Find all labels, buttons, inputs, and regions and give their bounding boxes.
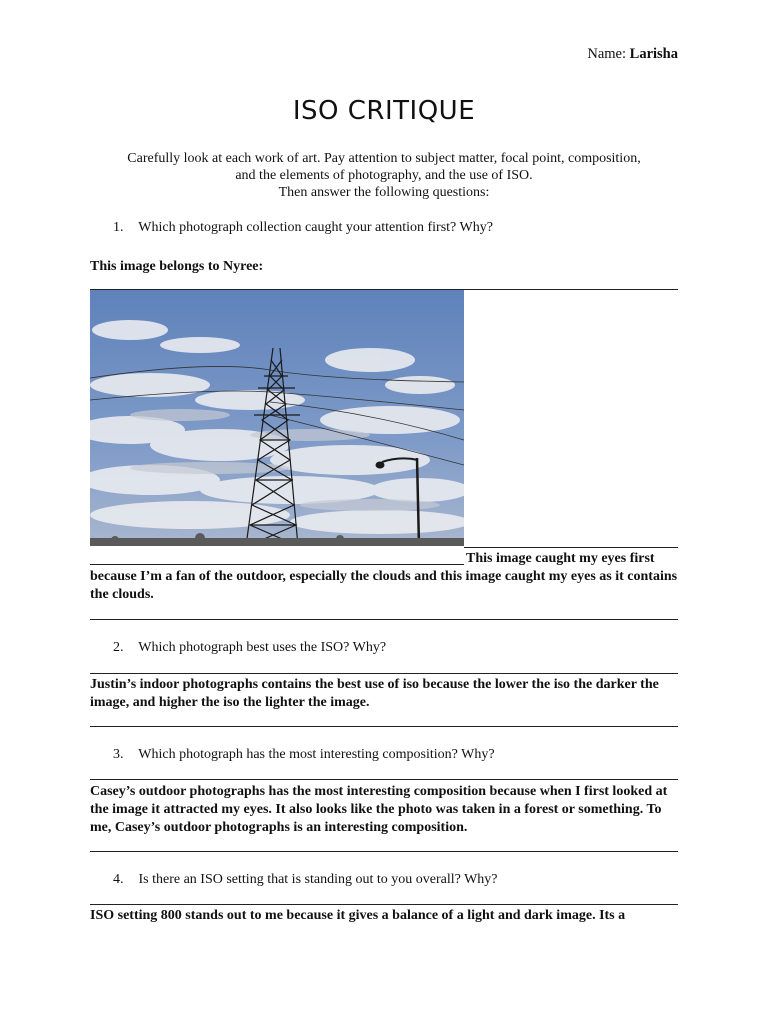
question-3 [113,747,495,763]
instructions-line-3: Then answer the following questions: [278,185,490,200]
answer-line [90,673,678,674]
question-text: Which photograph collection caught your attention first? Why? [138,220,493,235]
answer-line [90,726,678,727]
answer-3-text: Casey’s outdoor photographs has the most interesting composition because when I first looked at the image it attracted my eyes. It also looks like the photo was taken in a forest or something. To me, Casey’s outdoor photographs is an interesting composition. [90,784,668,835]
photo-power-tower [90,290,464,546]
answer-1-inline: This image caught my eyes first [466,551,655,566]
answer-line [90,851,678,852]
answer-line [90,619,678,620]
question-text: Is there an ISO setting that is standing out to you overall? Why? [138,872,498,887]
question-number: 4. [113,872,124,887]
instructions-line-2: and the elements of photography, and the use of ISO. [235,168,533,183]
name-label: Name: [587,46,627,62]
student-name [587,46,678,63]
question-number: 2. [113,640,124,655]
answer-line [464,547,678,548]
instructions [90,150,678,201]
answer-line [90,564,464,565]
answer-4-text: ISO setting 800 stands out to me because it gives a balance of a light and dark image. Its a [90,908,626,923]
question-1 [113,220,493,236]
answer-line [90,779,678,780]
question-4 [113,872,498,888]
question-text: Which photograph has the most interesting composition? Why? [138,747,495,762]
answer-1-caption: This image belongs to Nyree: [90,259,264,274]
answer-line [90,904,678,905]
question-text: Which photograph best uses the ISO? Why? [138,640,387,655]
answer-2-text: Justin’s indoor photographs contains the best use of iso because the lower the iso the darker the image, and higher the iso the lighter the image. [90,677,659,710]
instructions-line-1: Carefully look at each work of art. Pay attention to subject matter, focal point, composition, [127,151,641,166]
question-number: 3. [113,747,124,762]
answer-1-text: because I’m a fan of the outdoor, especially the clouds and this image caught my eyes as it contains the clouds. [90,569,678,602]
question-number: 1. [113,220,124,235]
question-2 [113,640,386,656]
name-value: Larisha [629,46,678,62]
page-title: ISO CRITIQUE [292,96,476,126]
